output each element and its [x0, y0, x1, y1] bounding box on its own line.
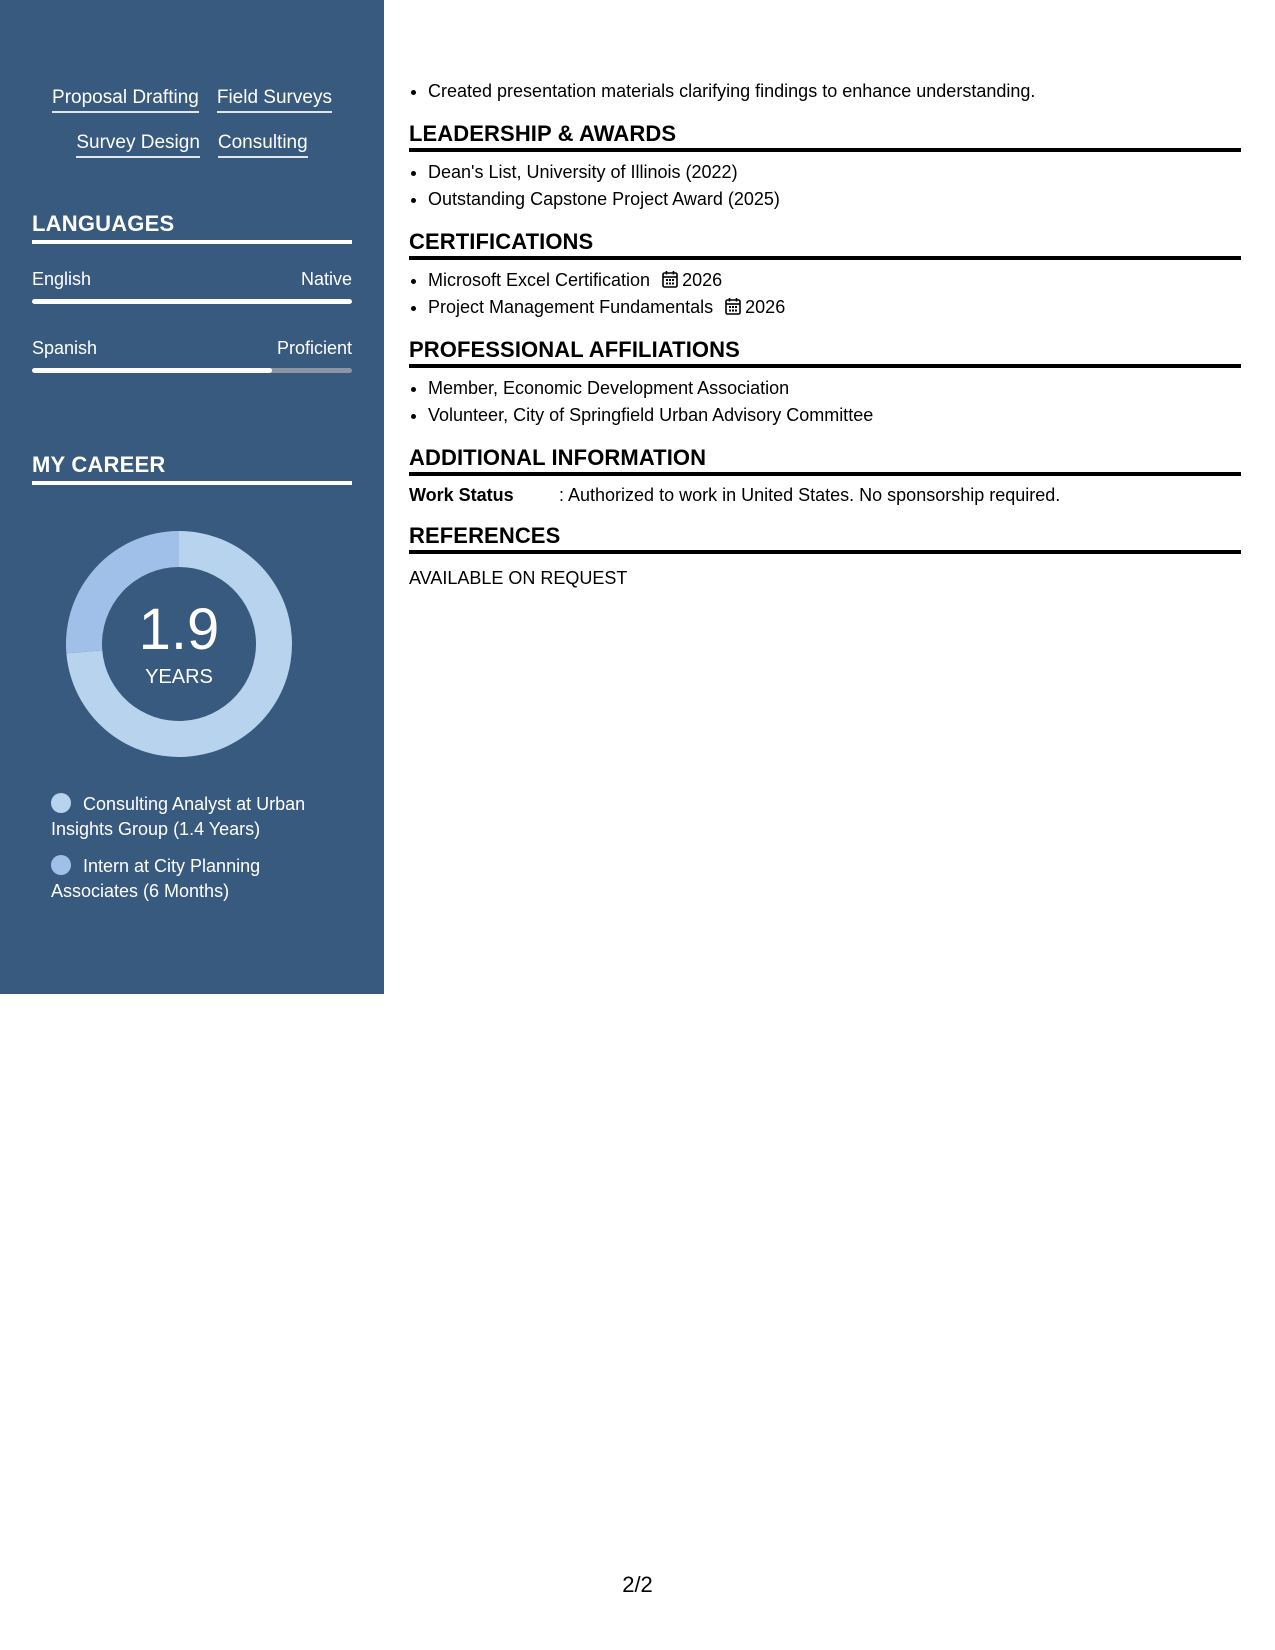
language-item [32, 337, 352, 373]
affiliations-list [409, 375, 1241, 429]
affiliation-item: • Volunteer, City of Springfield Urban Advisory Committee [428, 402, 1241, 429]
legend-dot-icon [51, 793, 71, 813]
certification-item [428, 267, 1241, 294]
leadership-list [409, 159, 1241, 213]
language-level: Proficient [276, 338, 352, 358]
language-level: Native [300, 269, 352, 289]
certification-name: Project Management Fundamentals [428, 297, 714, 317]
skills-row [0, 86, 384, 113]
career-donut-chart [66, 531, 292, 757]
leadership-heading: LEADERSHIP & AWARDS [409, 121, 1241, 152]
work-status-label: Work Status [409, 485, 514, 505]
skill-tag: Field Surveys [217, 86, 332, 113]
certification-year: 2026 [682, 270, 723, 290]
sidebar [0, 0, 384, 994]
language-bar [32, 299, 352, 304]
leadership-item: • Outstanding Capstone Project Award (2025) [428, 186, 1241, 213]
career-legend [51, 792, 351, 916]
certification-item [428, 294, 1241, 321]
career-legend-item [51, 854, 351, 904]
work-status-value: : Authorized to work in United States. No sponsorship required. [559, 485, 1061, 505]
career-legend-item [51, 792, 351, 842]
certification-year: 2026 [745, 297, 786, 317]
calendar-icon [662, 270, 678, 288]
calendar-icon [725, 297, 741, 315]
language-item [32, 268, 352, 304]
leadership-item: • Dean's List, University of Illinois (2022) [428, 159, 1241, 186]
references-heading: REFERENCES [409, 523, 1241, 554]
career-heading: MY CAREER [32, 452, 352, 485]
certification-name: Microsoft Excel Certification [428, 270, 651, 290]
affiliation-item: • Member, Economic Development Association [428, 375, 1241, 402]
languages-heading: LANGUAGES [32, 211, 352, 244]
skill-tag: Proposal Drafting [52, 86, 199, 113]
work-status-row [409, 483, 1241, 507]
career-legend-label: Intern at City Planning Associates (6 Months) [51, 856, 261, 901]
skill-tag: Survey Design [76, 131, 200, 158]
certifications-heading: CERTIFICATIONS [409, 229, 1241, 260]
page-number: 2/2 [622, 1572, 653, 1597]
language-bar-fill [32, 299, 352, 304]
experience-bullets [409, 78, 1241, 105]
career-total-value: 1.9 [138, 597, 220, 662]
experience-bullet: • Created presentation materials clarifying findings to enhance understanding. [428, 78, 1241, 105]
references-text: AVAILABLE ON REQUEST [409, 568, 628, 588]
affiliations-heading: PROFESSIONAL AFFILIATIONS [409, 337, 1241, 368]
language-name: English [32, 269, 92, 289]
career-total-unit: YEARS [145, 666, 213, 688]
certifications-list [409, 267, 1241, 321]
skills-list [0, 86, 384, 176]
language-bar [32, 368, 352, 373]
main-content [409, 78, 1241, 590]
additional-info-heading: ADDITIONAL INFORMATION [409, 445, 1241, 476]
skill-tag: Consulting [218, 131, 308, 158]
language-name: Spanish [32, 338, 98, 358]
language-bar-fill [32, 368, 272, 373]
legend-dot-icon [51, 855, 71, 875]
skills-row [0, 131, 384, 158]
career-legend-label: Consulting Analyst at Urban Insights Group (1.4 Years) [51, 794, 306, 839]
